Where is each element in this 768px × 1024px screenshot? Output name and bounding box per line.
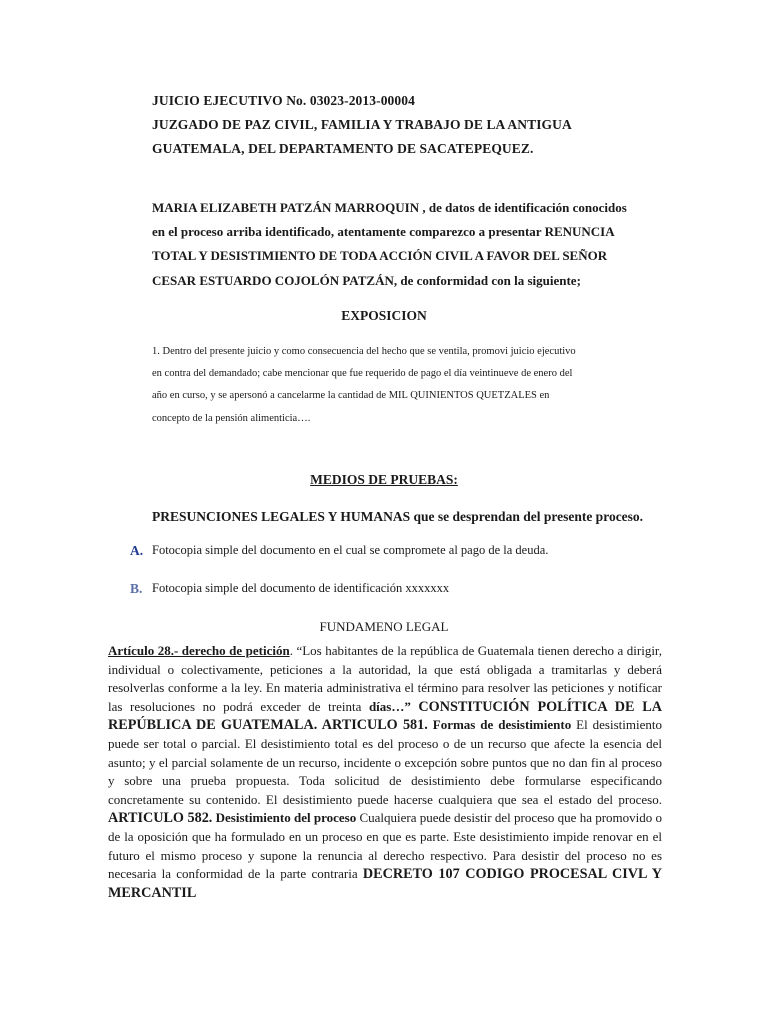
desist-text: Cualquiera puede desistir del proceso que ha promovido o de la oposición que ha formulado en un proceso en que es parte. Este desistimiento impide renovar en el futuro el mismo proceso y supone la renuncia al derecho respectivo. Para desistir del proceso no es necesaria la conformidad de la parte contraria: [108, 810, 663, 882]
fundamento-heading: FUNDAMENO LEGAL: [319, 619, 449, 634]
formas-text: El desistimiento puede ser total o parcial. El desistimiento total es del proceso o de un recurso que afecte la esencia del asunto; y el parcial solamente de un recurso, incidente o excepción sobre puntos que no dan fin al proceso y sobre una prueba propuesta. Toda solicitud de desistimiento debe formularse especificando concretamente su contenido. El desistimiento puede hacerse cualquiera que sea el estado del proceso.: [108, 717, 662, 807]
item-b-text: Fotocopia simple del documento de identificación xxxxxxx: [152, 581, 450, 595]
fundamento-legal-body: [108, 642, 662, 902]
dias-text: días…”: [368, 698, 411, 714]
item-b-letter: B.: [130, 581, 143, 596]
item-a-text: Fotocopia simple del documento en el cual se compromete al pago de la deuda.: [152, 543, 549, 557]
intro-line3: TOTAL Y DESISTIMIENTO DE TODA ACCIÓN CIVIL A FAVOR DEL SEÑOR: [152, 248, 608, 263]
constitucion-ref: CONSTITUCIÓN POLÍTICA DE LA REPÚBLICA DE GUATEMALA. ARTICULO 581.: [108, 698, 662, 734]
court-name-line2: GUATEMALA, DEL DEPARTAMENTO DE SACATEPEQUEZ.: [152, 141, 534, 156]
art28-label: Artículo 28.- derecho de petición: [108, 643, 290, 658]
formas-label: Formas de desistimiento: [432, 717, 572, 733]
item-a-letter: A.: [130, 543, 144, 558]
desist-label: Desistimiento del proceso: [215, 810, 357, 826]
medios-heading: MEDIOS DE PRUEBAS:: [310, 472, 458, 487]
court-name-line1: JUZGADO DE PAZ CIVIL, FAMILIA Y TRABAJO DE LA ANTIGUA: [152, 117, 572, 132]
case-number: JUICIO EJECUTIVO No. 03023-2013-00004: [152, 93, 415, 108]
art28-text: . “Los habitantes de la república de Guatemala tienen derecho a dirigir, individual o colectivamente, peticiones a la autoridad, la que está obligada a tramitarlas y deberá resolverlas conforme a la ley. En materia administrativa el término para resolver las peticiones y notificar las resoluciones no podrá exceder de treinta: [108, 643, 662, 714]
exposicion-line1: 1. Dentro del presente juicio y como consecuencia del hecho que se ventila, promovi juicio ejecutivo: [152, 346, 576, 357]
intro-line2: en el proceso arriba identificado, atentamente comparezco a presentar RENUNCIA: [152, 224, 615, 239]
exposicion-line2: en contra del demandado; cabe mencionar que fue requerido de pago el día veintinueve de enero del: [152, 368, 573, 379]
exposicion-line4: concepto de la pensión alimenticia….: [152, 413, 311, 424]
exposicion-line3: año en curso, y se apersonó a cancelarme la cantidad de MIL QUINIENTOS QUETZALES en: [152, 390, 550, 401]
exposicion-heading: EXPOSICION: [341, 308, 427, 323]
intro-line4: CESAR ESTUARDO COJOLÓN PATZÁN, de conformidad con la siguiente;: [152, 273, 581, 288]
art582-label: ARTICULO 582.: [108, 810, 213, 827]
intro-line1: MARIA ELIZABETH PATZÁN MARROQUIN , de datos de identificación conocidos: [152, 200, 627, 215]
presunciones-line: PRESUNCIONES LEGALES Y HUMANAS que se desprendan del presente proceso.: [152, 509, 644, 524]
decreto-ref: DECRETO 107 CODIGO PROCESAL CIVL Y MERCANTIL: [108, 866, 662, 901]
